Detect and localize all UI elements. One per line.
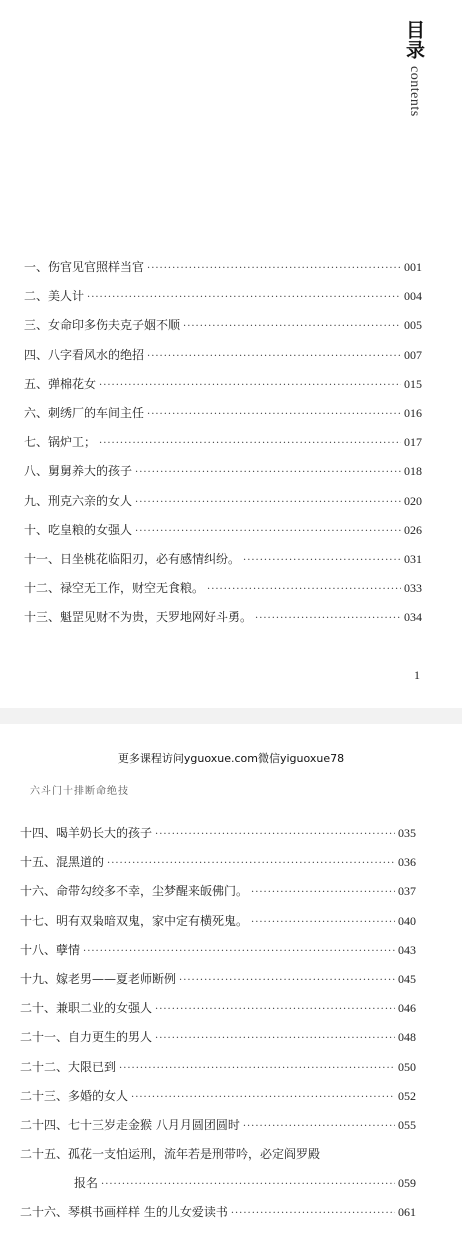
toc-entry[interactable] [20,970,416,999]
toc-entry-page: 052 [398,1088,416,1103]
toc-entry-title: 二十五、孤花一支怕运刑，流年若是刑带吟，必定阎罗殿 [20,1147,321,1162]
toc-leader-dots [107,858,395,869]
toc-leader-dots [251,887,395,898]
toc-entry-page: 026 [404,522,422,537]
toc-entry-title: 九、刑克六亲的女人 [24,493,133,508]
toc-entry[interactable] [24,608,422,637]
toc-leader-dots [179,975,395,986]
toc-entry[interactable] [24,492,422,521]
toc-entry[interactable] [20,941,416,970]
toc-entry[interactable] [24,521,422,550]
toc-entry[interactable] [20,853,416,882]
toc-entry[interactable] [20,912,416,941]
toc-entry-title: 十三、魁罡见财不为贵，天罗地网好斗勇。 [24,610,253,625]
toc-entry-page: 016 [404,405,422,420]
toc-entry-page: 055 [398,1117,416,1132]
toc-title-english: contents [407,66,422,117]
toc-leader-dots [99,438,401,449]
toc-entry-title: 十七、明有双枭暗双鬼，家中定有横死鬼。 [20,913,249,928]
toc-entry-page: 046 [398,1001,416,1016]
toc-entry-page: 050 [398,1059,416,1074]
toc-title-chinese: 目录 [403,20,425,60]
toc-entry-page: 043 [398,942,416,957]
toc-leader-dots [147,351,401,362]
toc-entry-title: 四、八字看风水的绝招 [24,347,145,362]
toc-entry-title: 二、美人计 [24,289,85,304]
toc-entry[interactable] [20,1203,416,1232]
toc-leader-dots [83,946,395,957]
toc-entry[interactable] [24,316,422,345]
toc-entry-title: 二十六、琴棋书画样样 生的儿女爱读书 [20,1205,228,1220]
toc-entry[interactable] [20,824,416,853]
toc-entry-page: 017 [404,435,422,450]
toc-entry-page: 036 [398,855,416,870]
toc-leader-dots [207,584,401,595]
toc-entry-page: 059 [398,1176,416,1191]
toc-entry[interactable] [24,346,422,375]
toc-entry-title: 六、刺绣厂的车间主任 [24,405,145,420]
toc-entry-title: 报名 [74,1176,99,1191]
toc-page-2 [0,724,462,1238]
toc-entry-title: 十六、命带勾绞多不幸，尘梦醒来皈佛门。 [20,884,249,899]
toc-leader-dots [231,1208,395,1219]
toc-leader-dots [183,321,401,332]
toc-leader-dots [155,1033,395,1044]
toc-entry-page: 033 [404,581,422,596]
toc-entry-continuation[interactable] [20,1174,416,1203]
toc-entry[interactable] [20,1058,416,1087]
toc-entry[interactable] [24,550,422,579]
toc-entry[interactable] [24,579,422,608]
running-header: 六斗门十排断命绝技 [30,786,129,797]
toc-entry-title: 二十二、大限已到 [20,1059,117,1074]
toc-leader-dots [101,1179,395,1190]
toc-entry[interactable] [20,1145,416,1174]
toc-entry[interactable] [20,1116,416,1145]
toc-entry-title: 二十三、多婚的女人 [20,1088,129,1103]
toc-entry-title: 十二、禄空无工作，财空无食粮。 [24,581,205,596]
toc-entry[interactable] [20,882,416,911]
toc-entry-page: 015 [404,376,422,391]
toc-entry[interactable] [24,462,422,491]
toc-entry-title: 十五、混黑道的 [20,855,105,870]
toc-entry[interactable] [20,999,416,1028]
toc-entry-page: 007 [404,347,422,362]
toc-entry-page: 045 [398,971,416,986]
toc-entry-title: 十九、嫁老男——夏老师断例 [20,971,177,986]
toc-leader-dots [243,555,401,566]
toc-leader-dots [131,1092,395,1103]
toc-leader-dots [243,1121,395,1132]
toc-leader-dots [155,1004,395,1015]
toc-entry-page: 031 [404,551,422,566]
toc-leader-dots [155,829,395,840]
toc-entry-title: 七、锅炉工； [24,435,97,450]
toc-entry-page: 061 [398,1205,416,1220]
toc-entry[interactable] [24,375,422,404]
toc-entry-page: 048 [398,1030,416,1045]
toc-entry-title: 八、舅舅养大的孩子 [24,464,133,479]
toc-entry[interactable] [24,287,422,316]
toc-entry-title: 十、吃皇粮的女强人 [24,522,133,537]
toc-entry-page: 035 [398,826,416,840]
toc-leader-dots [251,917,395,928]
toc-entry-title: 十四、喝羊奶长大的孩子 [20,826,153,840]
toc-leader-dots [135,526,401,537]
toc-entry[interactable] [24,433,422,462]
toc-leader-dots [147,409,401,420]
toc-entry-page: 034 [404,610,422,625]
toc-entry-page: 001 [404,260,422,274]
toc-entry-page: 004 [404,289,422,304]
toc-leader-dots [147,263,401,274]
toc-entry-page: 020 [404,493,422,508]
toc-entry-title: 二十一、自力更生的男人 [20,1030,153,1045]
watermark-text: 更多课程访问yguoxue.com微信yiguoxue78 [117,752,345,765]
toc-entry[interactable] [20,1087,416,1116]
toc-entry-page: 005 [404,318,422,333]
toc-entry-title: 十八、孽情 [20,942,81,957]
toc-entry[interactable] [24,404,422,433]
toc-leader-dots [255,613,401,624]
toc-entry-page: 037 [398,884,416,899]
toc-entry-title: 三、女命印多伤夫克子姻不顺 [24,318,181,333]
toc-entry-page: 040 [398,913,416,928]
toc-entry[interactable] [24,258,422,287]
toc-leader-dots [119,1063,395,1074]
toc-entry[interactable] [20,1028,416,1057]
toc-entry-title: 二十、兼职二业的女强人 [20,1001,153,1016]
toc-list-page-1 [24,258,422,637]
toc-entry-title: 一、伤官见官照样当官 [24,260,145,274]
page-number: 1 [414,668,420,682]
toc-entry-title: 五、弹棉花女 [24,376,97,391]
toc-entry-title: 二十四、七十三岁走金猴 八月月圆团圆时 [20,1117,240,1132]
toc-leader-dots [135,467,401,478]
toc-leader-dots [135,497,401,508]
toc-list-page-2 [20,824,416,1233]
toc-leader-dots [99,380,401,391]
toc-entry-title: 十一、日坐桃花临阳刃，必有感情纠纷。 [24,551,241,566]
toc-entry-page: 018 [404,464,422,479]
toc-leader-dots [87,292,401,303]
toc-title-block [398,20,430,117]
